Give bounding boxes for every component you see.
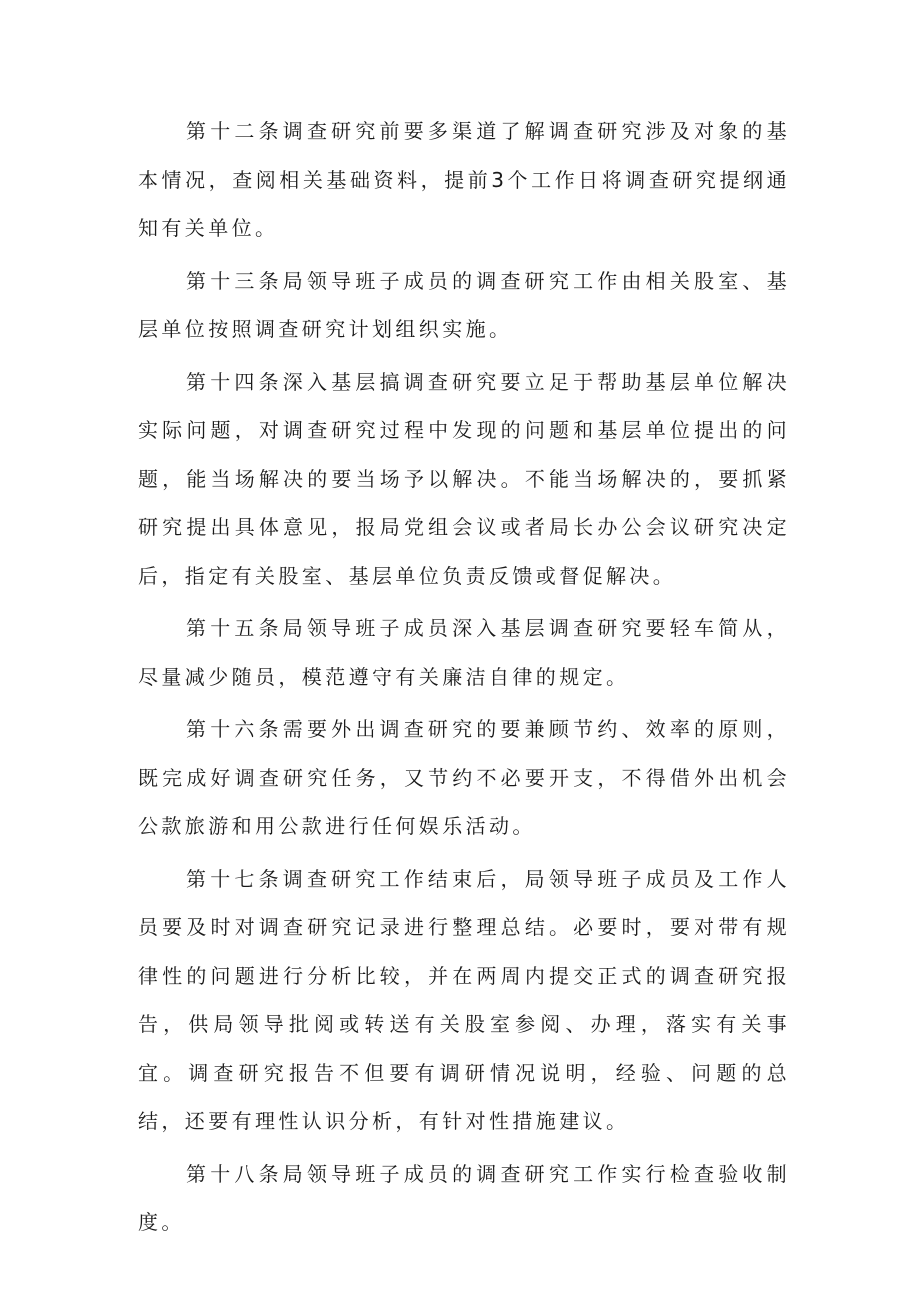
document-body (138, 107, 790, 1251)
paragraph-article-18: 第十八条局领导班子成员的调查研究工作实行检查验收制度。 (138, 1161, 790, 1234)
paragraph-article-13: 第十三条局领导班子成员的调查研究工作由相关股室、基层单位按照调查研究计划组织实施。 (138, 268, 790, 341)
paragraph-article-16: 第十六条需要外出调查研究的要兼顾节约、效率的原则，既完成好调查研究任务，又节约不必要开支，不得借外出机会公款旅游和用公款进行任何娱乐活动。 (138, 717, 790, 838)
paragraph-article-14: 第十四条深入基层搞调查研究要立足于帮助基层单位解决实际问题，对调查研究过程中发现的问题和基层单位提出的问题，能当场解决的要当场予以解决。不能当场解决的，要抓紧研究提出具体意见，报局党组会议或者局长办公会议研究决定后，指定有关股室、基层单位负责反馈或督促解决。 (138, 369, 790, 588)
paragraph-article-15: 第十五条局领导班子成员深入基层调查研究要轻车简从，尽量减少随员，模范遵守有关廉洁自律的规定。 (138, 616, 790, 689)
paragraph-article-12: 第十二条调查研究前要多渠道了解调查研究涉及对象的基本情况，查阅相关基础资料，提前3个工作日将调查研究提纲通知有关单位。 (138, 119, 790, 240)
paragraph-article-17: 第十七条调查研究工作结束后，局领导班子成员及工作人员要及时对调查研究记录进行整理总结。必要时，要对带有规律性的问题进行分析比较，并在两周内提交正式的调查研究报告，供局领导批阅或转送有关股室参阅、办理，落实有关事宜。调查研究报告不但要有调研情况说明，经验、问题的总结，还要有理性认识分析，有针对性措施建议。 (138, 866, 790, 1133)
